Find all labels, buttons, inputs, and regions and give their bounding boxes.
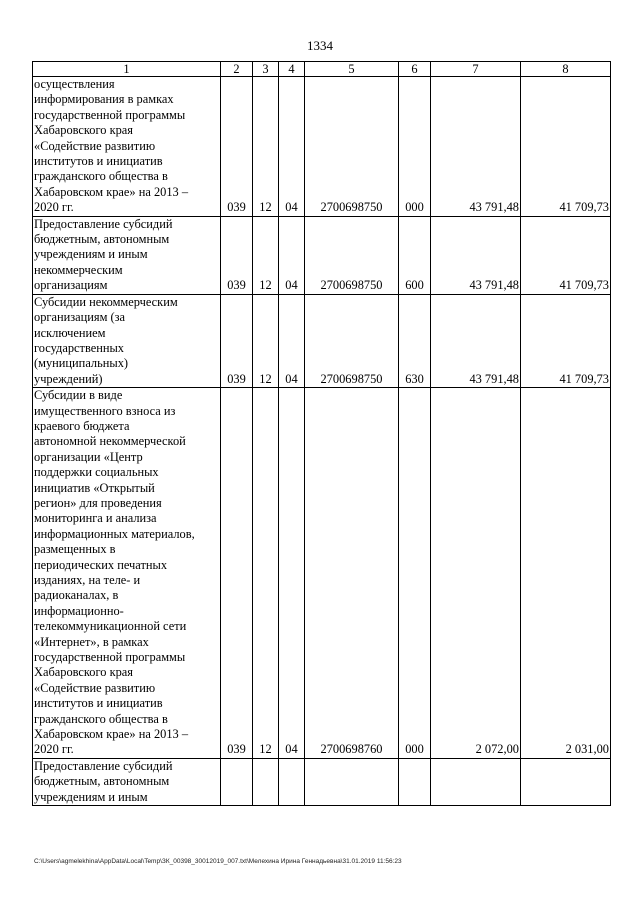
column-number: 3 <box>253 62 279 77</box>
expense-type-code <box>399 758 431 805</box>
column-number: 5 <box>305 62 399 77</box>
table-row <box>33 294 611 387</box>
expense-type-code: 630 <box>399 294 431 387</box>
column-number: 4 <box>279 62 305 77</box>
column-number: 2 <box>221 62 253 77</box>
table-row <box>33 77 611 217</box>
planned-amount: 2 072,00 <box>431 388 521 759</box>
subsection-code: 04 <box>279 216 305 294</box>
ministry-code: 039 <box>221 77 253 217</box>
target-article-code <box>305 758 399 805</box>
column-number: 7 <box>431 62 521 77</box>
table-row <box>33 216 611 294</box>
item-description: Субсидии некоммерческим организациям (за исключением государственных (муниципальных) учреждений) <box>33 294 221 387</box>
actual-amount: 41 709,73 <box>521 77 611 217</box>
page-number: 1334 <box>307 38 333 53</box>
expense-type-code: 000 <box>399 77 431 217</box>
planned-amount: 43 791,48 <box>431 77 521 217</box>
planned-amount <box>431 758 521 805</box>
item-description: Предоставление субсидий бюджетным, автономным учреждениям и иным <box>33 758 221 805</box>
subsection-code <box>279 758 305 805</box>
planned-amount: 43 791,48 <box>431 294 521 387</box>
column-number-row <box>33 62 611 77</box>
column-number: 1 <box>33 62 221 77</box>
section-code: 12 <box>253 77 279 217</box>
section-code: 12 <box>253 216 279 294</box>
actual-amount <box>521 758 611 805</box>
item-description: Предоставление субсидий бюджетным, автономным учреждениям и иным некоммерческим организациям <box>33 216 221 294</box>
target-article-code: 2700698750 <box>305 77 399 217</box>
subsection-code: 04 <box>279 388 305 759</box>
table-row <box>33 758 611 805</box>
expense-type-code: 000 <box>399 388 431 759</box>
subsection-code: 04 <box>279 294 305 387</box>
ministry-code: 039 <box>221 216 253 294</box>
actual-amount: 2 031,00 <box>521 388 611 759</box>
section-code: 12 <box>253 294 279 387</box>
ministry-code <box>221 758 253 805</box>
table-row <box>33 388 611 759</box>
target-article-code: 2700698760 <box>305 388 399 759</box>
actual-amount: 41 709,73 <box>521 294 611 387</box>
actual-amount: 41 709,73 <box>521 216 611 294</box>
target-article-code: 2700698750 <box>305 216 399 294</box>
target-article-code: 2700698750 <box>305 294 399 387</box>
expense-type-code: 600 <box>399 216 431 294</box>
ministry-code: 039 <box>221 388 253 759</box>
planned-amount: 43 791,48 <box>431 216 521 294</box>
budget-table <box>32 61 611 806</box>
item-description: Субсидии в виде имущественного взноса из краевого бюджета автономной некоммерческой организации «Центр поддержки социальных инициатив «Открытый регион» для проведения мониторинга и анализа информационных материалов, размещенных в периодических печатных изданиях, на теле- и радиоканалах, в информационно- телекоммуникационной сети «Интернет», в рамках государственной программы Хабаровского края «Содействие развитию институтов и инициатив гражданского общества в Хабаровском крае» на 2013 – 2020 гг. <box>33 388 221 759</box>
section-code: 12 <box>253 388 279 759</box>
file-path-footer: C:\Users\agmelekhina\AppData\Local\Temp\ЗК_00398_30012019_007.txt\Мелехина Ирина Геннадьевна\31.01.2019 11:56:23 <box>34 858 402 865</box>
subsection-code: 04 <box>279 77 305 217</box>
item-description: осуществления информирования в рамках государственной программы Хабаровского края «Содействие развитию институтов и инициатив гражданского общества в Хабаровском крае» на 2013 – 2020 гг. <box>33 77 221 217</box>
section-code <box>253 758 279 805</box>
ministry-code: 039 <box>221 294 253 387</box>
column-number: 6 <box>399 62 431 77</box>
column-number: 8 <box>521 62 611 77</box>
